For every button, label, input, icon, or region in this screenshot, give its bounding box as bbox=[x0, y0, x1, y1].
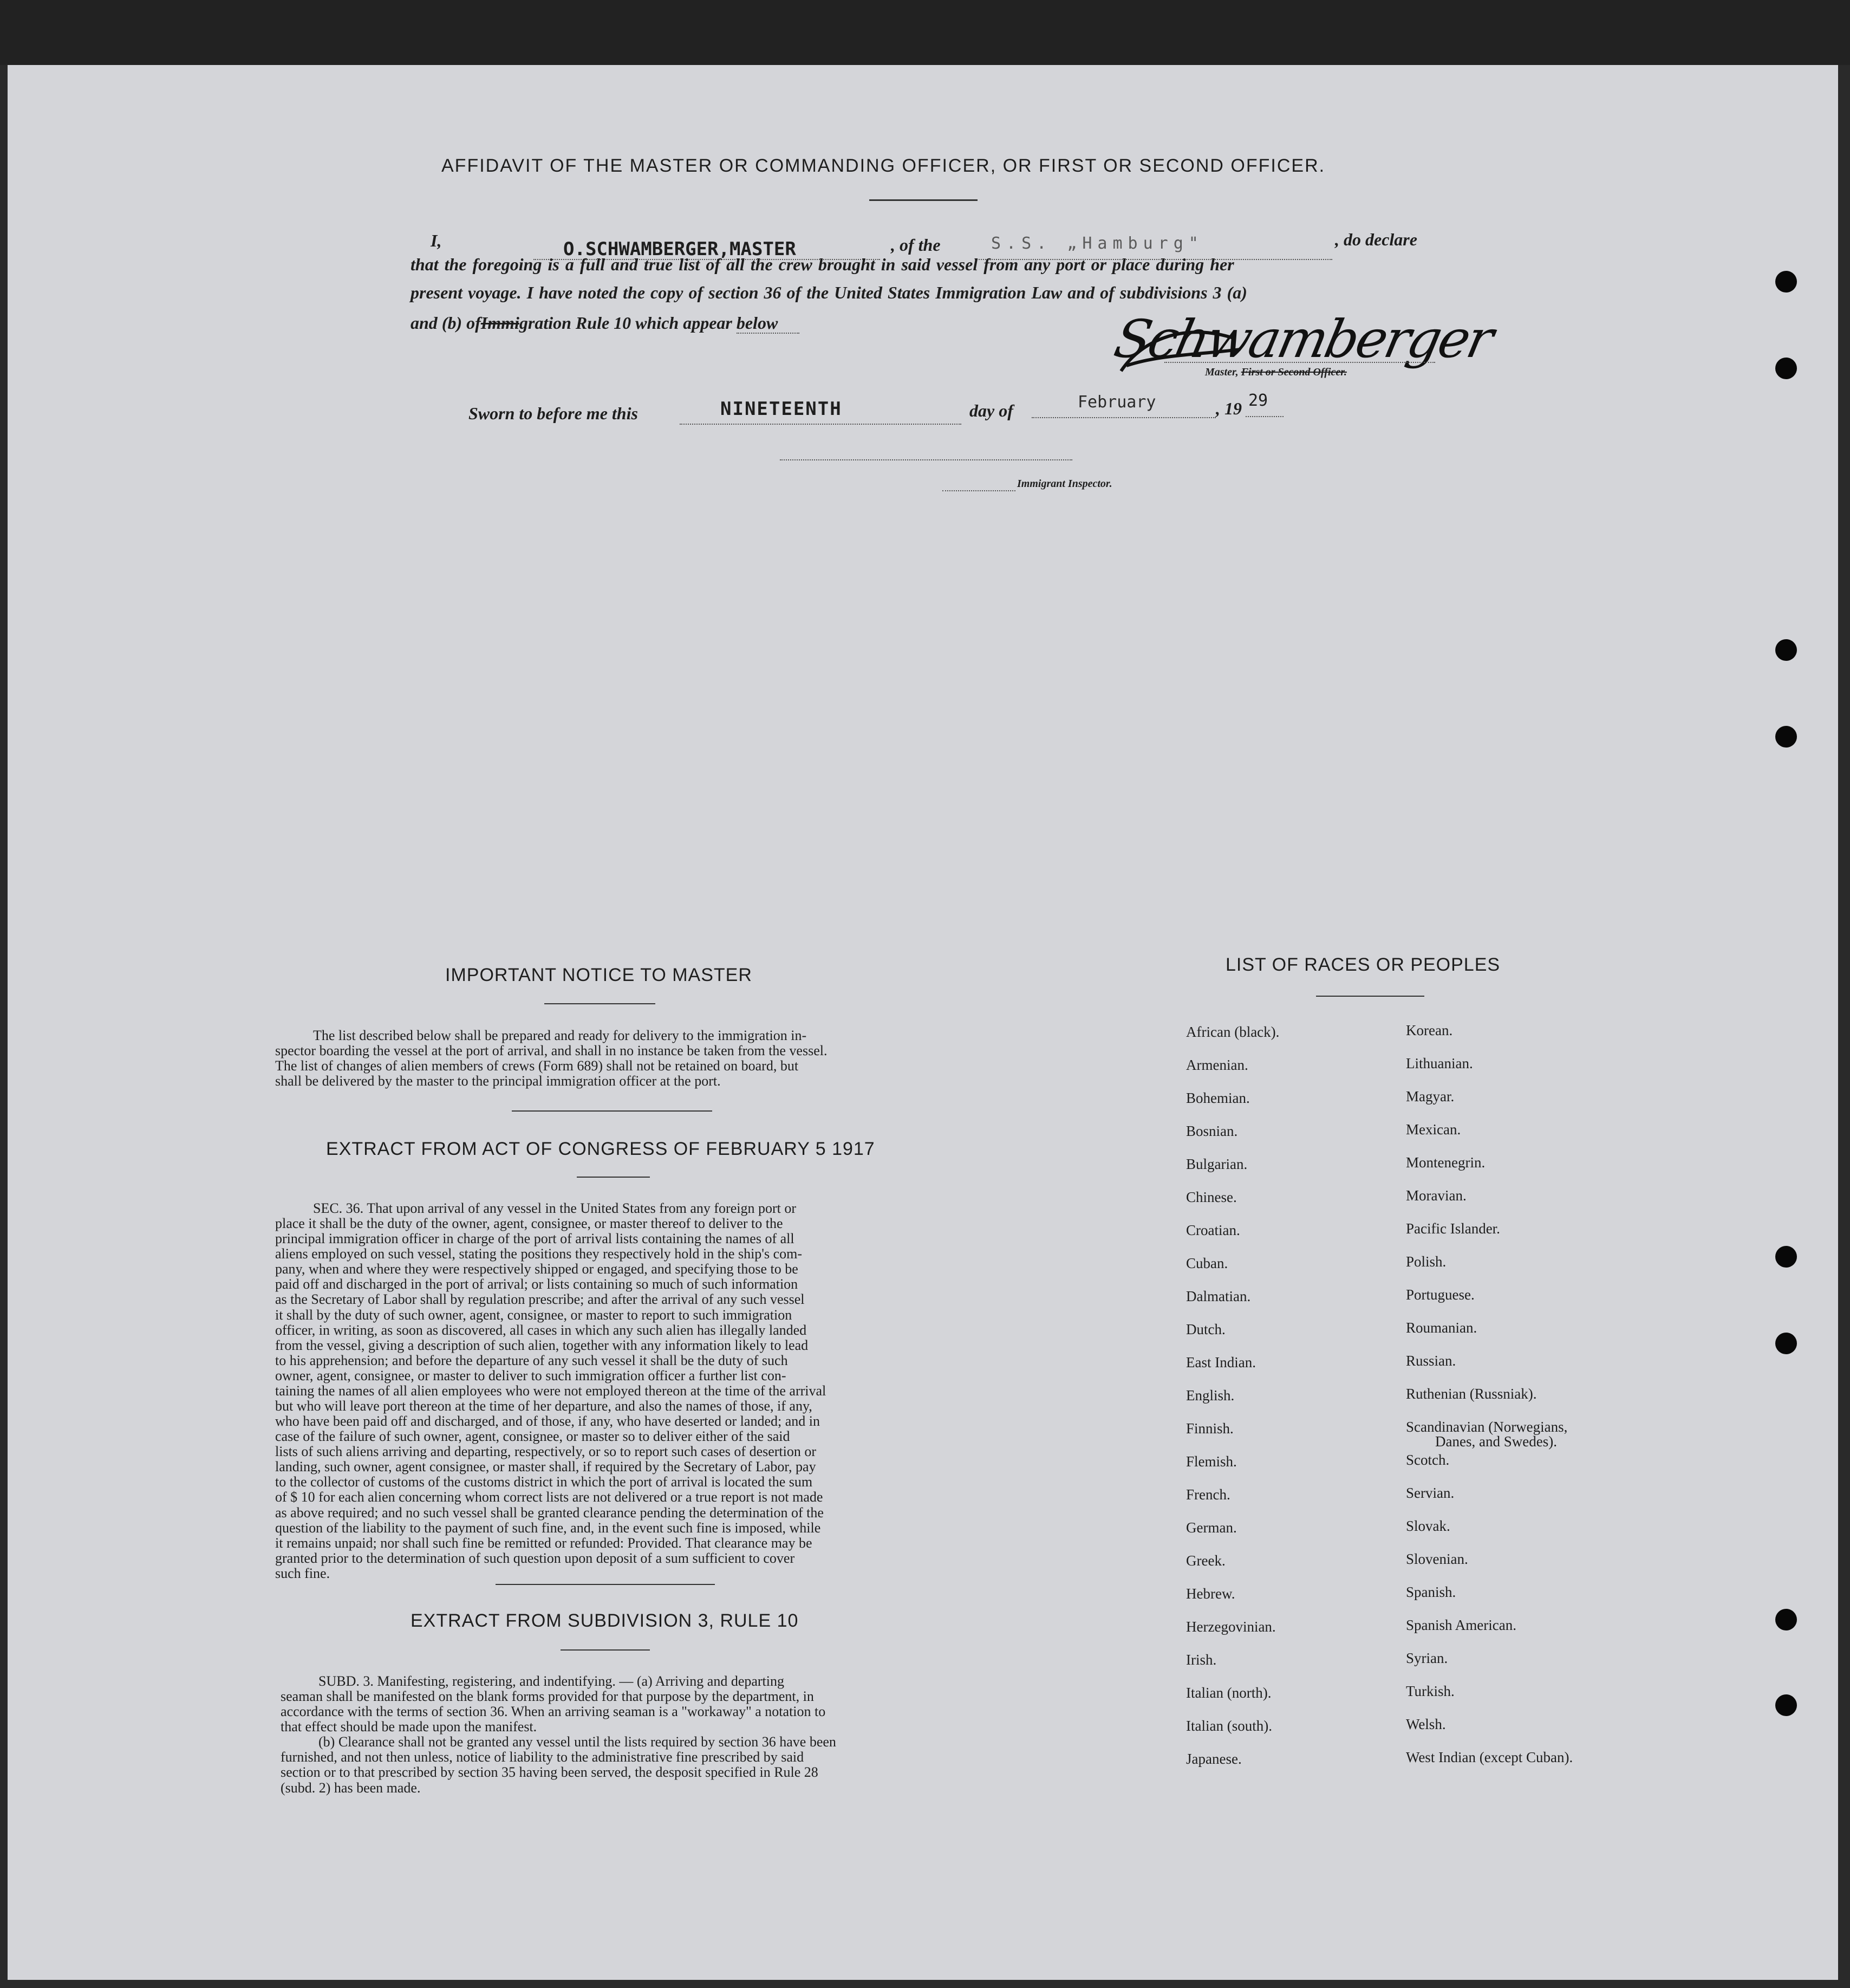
race-item-scandinavian bbox=[1406, 1419, 1573, 1452]
do-declare-label: , do declare bbox=[1335, 230, 1417, 249]
year-blank bbox=[1246, 416, 1284, 417]
race-item: Servian. bbox=[1406, 1485, 1455, 1501]
punch-hole bbox=[1775, 1333, 1797, 1354]
act-line: as above required; and no such vessel shall be granted clearance pending the determination of the bbox=[275, 1504, 824, 1521]
act-line: officer, in writing, as soon as discovered, all cases in which any such alien has illegally landed bbox=[275, 1322, 807, 1338]
race-item: Bohemian. bbox=[1186, 1090, 1250, 1106]
race-item: Moravian. bbox=[1406, 1187, 1467, 1204]
race-item: Russian. bbox=[1406, 1353, 1456, 1369]
races-left-column bbox=[1186, 1024, 1279, 1784]
act-line: of $ 10 for each alien concerning whom correct lists are not delivered or a true report is not made bbox=[275, 1489, 823, 1505]
race-item: Polish. bbox=[1406, 1253, 1447, 1270]
rule-line: (b) Clearance shall not be granted any vessel until the lists required by section 36 have been bbox=[318, 1734, 836, 1750]
race-item: Armenian. bbox=[1186, 1057, 1248, 1073]
act-line: SEC. 36. That upon arrival of any vessel in the United States from any foreign port or bbox=[313, 1200, 796, 1216]
affidavit-line-3: present voyage. I have noted the copy of section 36 of the United States Immigration Law and of subdivisions 3 (a) bbox=[411, 283, 1247, 302]
race-item: Spanish American. bbox=[1406, 1617, 1516, 1633]
scan-frame-top bbox=[0, 0, 1850, 65]
punch-hole bbox=[1775, 639, 1797, 661]
line-4-part-b: gration Rule 10 which appear bbox=[519, 313, 732, 333]
affidavit-line-2: that the foregoing is a full and true list of all the crew brought in said vessel from any port or place during her bbox=[411, 255, 1234, 274]
month-blank bbox=[1032, 417, 1216, 418]
sworn-month[interactable]: February bbox=[1078, 393, 1156, 412]
punch-hole bbox=[1775, 1246, 1797, 1268]
race-item: Ruthenian (Russniak). bbox=[1406, 1386, 1537, 1402]
act-line: lists of such aliens arriving and departing, respectively, or so to report such cases of desertion or bbox=[275, 1444, 817, 1460]
act-line: from the vessel, giving a description of such alien, together with any information likely to lead bbox=[275, 1337, 809, 1353]
caption-master: Master, bbox=[1205, 366, 1239, 378]
act-line: taining the names of all alien employees who were not employed thereon at the time of the arrival bbox=[275, 1382, 826, 1399]
act-line: to his apprehension; and before the departure of any such vessel it shall be the duty of such bbox=[275, 1352, 788, 1368]
act-line: question of the liability to the payment of such fine, and, in the event such fine is imposed, while bbox=[275, 1519, 821, 1536]
sworn-label: Sworn to before me this bbox=[468, 404, 638, 423]
race-item: Mexican. bbox=[1406, 1121, 1461, 1138]
race-item: French. bbox=[1186, 1486, 1230, 1503]
title-underline bbox=[869, 199, 978, 201]
notice-underline bbox=[544, 1003, 655, 1004]
notice-divider bbox=[512, 1110, 712, 1112]
affidavit-line-4 bbox=[411, 313, 799, 333]
inspector-line bbox=[780, 459, 1072, 460]
act-line: as the Secretary of Labor shall by regulation prescribe; and after the arrival of any such vessel bbox=[275, 1291, 805, 1308]
rule-line: section or to that prescribed by section 35 having been served, the desposit specified in Rule 28 bbox=[281, 1764, 818, 1781]
race-item: Magyar. bbox=[1406, 1088, 1455, 1105]
act-line: it shall by the duty of such owner, agent, consignee, or master to report to such immigration bbox=[275, 1307, 792, 1323]
race-item: Dalmatian. bbox=[1186, 1288, 1251, 1304]
race-item: Slovenian. bbox=[1406, 1551, 1468, 1567]
race-item: Croatian. bbox=[1186, 1222, 1240, 1238]
punch-hole bbox=[1775, 1694, 1797, 1716]
sworn-day-blank bbox=[680, 424, 961, 425]
act-title: EXTRACT FROM ACT OF CONGRESS OF FEBRUARY 5 1917 bbox=[326, 1139, 875, 1159]
race-item: East Indian. bbox=[1186, 1354, 1256, 1370]
race-item: Spanish. bbox=[1406, 1584, 1456, 1600]
race-item: Hebrew. bbox=[1186, 1586, 1235, 1602]
rule-line: furnished, and not then unless, notice of liability to the administrative fine prescribed by said bbox=[281, 1749, 804, 1765]
notice-title: IMPORTANT NOTICE TO MASTER bbox=[445, 965, 752, 985]
caption-strike: First or Second Officer. bbox=[1241, 366, 1347, 378]
act-line: case of the failure of such owner, agent, consignee, or master so to deliver either of the said bbox=[275, 1428, 790, 1445]
race-item: Scandinavian (Norwegians, bbox=[1406, 1419, 1568, 1435]
act-line: it remains unpaid; nor shall such fine be remitted or refunded: Provided. That clearance may be bbox=[275, 1535, 812, 1551]
affidavit-i: I, bbox=[431, 231, 442, 250]
race-item: Japanese. bbox=[1186, 1751, 1242, 1767]
race-item: Irish. bbox=[1186, 1652, 1217, 1668]
line-4-part-c: below bbox=[737, 313, 799, 334]
race-item: Roumanian. bbox=[1406, 1320, 1477, 1336]
rule-line: (subd. 2) has been made. bbox=[281, 1779, 421, 1796]
act-line: granted prior to the determination of such question upon deposit of a sum sufficient to cover bbox=[275, 1550, 795, 1566]
punch-hole bbox=[1775, 1609, 1797, 1630]
act-line: aliens employed on such vessel, stating the positions they respectively hold in the ship's com- bbox=[275, 1246, 803, 1262]
race-item: African (black). bbox=[1186, 1024, 1280, 1040]
race-item-continuation: Danes, and Swedes). bbox=[1435, 1433, 1557, 1450]
race-item: Herzegovinian. bbox=[1186, 1619, 1276, 1635]
race-item: Cuban. bbox=[1186, 1255, 1228, 1271]
notice-line: The list of changes of alien members of crews (Form 689) shall not be retained on board, but bbox=[275, 1058, 799, 1074]
race-item: Bulgarian. bbox=[1186, 1156, 1248, 1172]
act-line: paid off and discharged in the port of arrival; or lists containing so much of such information bbox=[275, 1276, 798, 1292]
act-line: landing, such owner, agent consignee, or master shall, if required by the Secretary of Labor, pay bbox=[275, 1459, 816, 1475]
act-line: principal immigration officer in charge of the port of arrival lists containing the names of all bbox=[275, 1231, 794, 1247]
inspector-name-blank bbox=[942, 490, 1015, 491]
rule-title: EXTRACT FROM SUBDIVISION 3, RULE 10 bbox=[411, 1610, 799, 1631]
punch-hole bbox=[1775, 271, 1797, 293]
rule-line: that effect should be made upon the manifest. bbox=[281, 1719, 537, 1735]
act-line: such fine. bbox=[275, 1565, 330, 1581]
race-item: West Indian (except Cuban). bbox=[1406, 1749, 1573, 1765]
act-divider bbox=[496, 1584, 715, 1585]
act-line: but who will leave port thereon at the time of her departure, and also the names of those, if any, bbox=[275, 1398, 812, 1414]
master-signature: Schwamberger bbox=[1109, 309, 1497, 369]
of-the-label: , of the bbox=[891, 235, 941, 255]
line-4-strike: Immi bbox=[480, 313, 519, 333]
notice-line: shall be delivered by the master to the principal immigration officer at the port. bbox=[275, 1073, 721, 1089]
race-item: Portuguese. bbox=[1406, 1287, 1475, 1303]
inspector-caption: Immigrant Inspector. bbox=[1017, 478, 1112, 490]
act-line: place it shall be the duty of the owner, agent, consignee, or master thereof to deliver to the bbox=[275, 1216, 783, 1232]
act-body bbox=[275, 1201, 933, 1581]
race-item: Italian (north). bbox=[1186, 1685, 1272, 1701]
race-item: Flemish. bbox=[1186, 1453, 1237, 1470]
race-item: Welsh. bbox=[1406, 1716, 1446, 1732]
year-prefix: , 19 bbox=[1216, 399, 1242, 418]
race-item: Italian (south). bbox=[1186, 1718, 1272, 1734]
race-item: Pacific Islander. bbox=[1406, 1220, 1500, 1237]
act-underline bbox=[577, 1177, 650, 1178]
race-item: Slovak. bbox=[1406, 1518, 1450, 1534]
signature-line bbox=[1164, 362, 1435, 363]
race-item: German. bbox=[1186, 1519, 1237, 1536]
races-right-column bbox=[1406, 1022, 1573, 1782]
notice-body bbox=[275, 1028, 933, 1089]
race-item: Dutch. bbox=[1186, 1321, 1226, 1337]
punch-hole bbox=[1775, 726, 1797, 748]
race-item: Montenegrin. bbox=[1406, 1154, 1486, 1171]
race-item: Scotch. bbox=[1406, 1452, 1450, 1468]
race-item: English. bbox=[1186, 1387, 1235, 1404]
rule-line: seaman shall be manifested on the blank forms provided for that purpose by the department, in bbox=[281, 1688, 814, 1705]
signature-caption bbox=[1205, 366, 1347, 379]
rule-body bbox=[281, 1674, 936, 1796]
affidavit-title: AFFIDAVIT OF THE MASTER OR COMMANDING OFFICER, OR FIRST OR SECOND OFFICER. bbox=[441, 155, 1326, 176]
sworn-day[interactable]: NINETEENTH bbox=[720, 398, 842, 420]
race-item: Finnish. bbox=[1186, 1420, 1234, 1437]
race-item: Korean. bbox=[1406, 1022, 1453, 1038]
act-line: owner, agent, consignee, or master to deliver to such immigration officer a further list con- bbox=[275, 1367, 786, 1383]
rule-line: SUBD. 3. Manifesting, registering, and indentifying. — (a) Arriving and departing bbox=[318, 1673, 785, 1689]
races-underline bbox=[1316, 996, 1424, 997]
year-suffix[interactable]: 29 bbox=[1248, 391, 1268, 410]
race-item: Greek. bbox=[1186, 1552, 1226, 1569]
rule-line: accordance with the terms of section 36. When an arriving seaman is a "workaway" a notation to bbox=[281, 1704, 826, 1720]
master-name[interactable]: O.SCHWAMBERGER,MASTER bbox=[563, 238, 796, 260]
races-title: LIST OF RACES OR PEOPLES bbox=[1226, 954, 1501, 975]
rule-underline bbox=[561, 1649, 650, 1651]
act-line: who have been paid off and discharged, and of those, if any, who have deserted or landed; and in bbox=[275, 1413, 820, 1430]
act-line: pany, when and where they were respectively shipped or engaged, and specifying those to be bbox=[275, 1261, 798, 1277]
line-4-part-a: and (b) of bbox=[411, 313, 481, 333]
notice-line: spector boarding the vessel at the port of arrival, and shall in no instance be taken from the vessel. bbox=[275, 1043, 828, 1059]
vessel-name[interactable]: S.S. „Hamburg" bbox=[991, 234, 1204, 253]
notice-line: The list described below shall be prepared and ready for delivery to the immigration in- bbox=[313, 1028, 807, 1043]
race-item: Bosnian. bbox=[1186, 1123, 1238, 1139]
day-of-label: day of bbox=[969, 401, 1013, 420]
act-line: to the collector of customs of the customs district in which the port of arrival is located the sum bbox=[275, 1474, 813, 1490]
race-item: Turkish. bbox=[1406, 1683, 1455, 1699]
race-item: Syrian. bbox=[1406, 1650, 1448, 1666]
race-item: Lithuanian. bbox=[1406, 1055, 1473, 1071]
race-item: Chinese. bbox=[1186, 1189, 1237, 1205]
punch-hole bbox=[1775, 358, 1797, 379]
